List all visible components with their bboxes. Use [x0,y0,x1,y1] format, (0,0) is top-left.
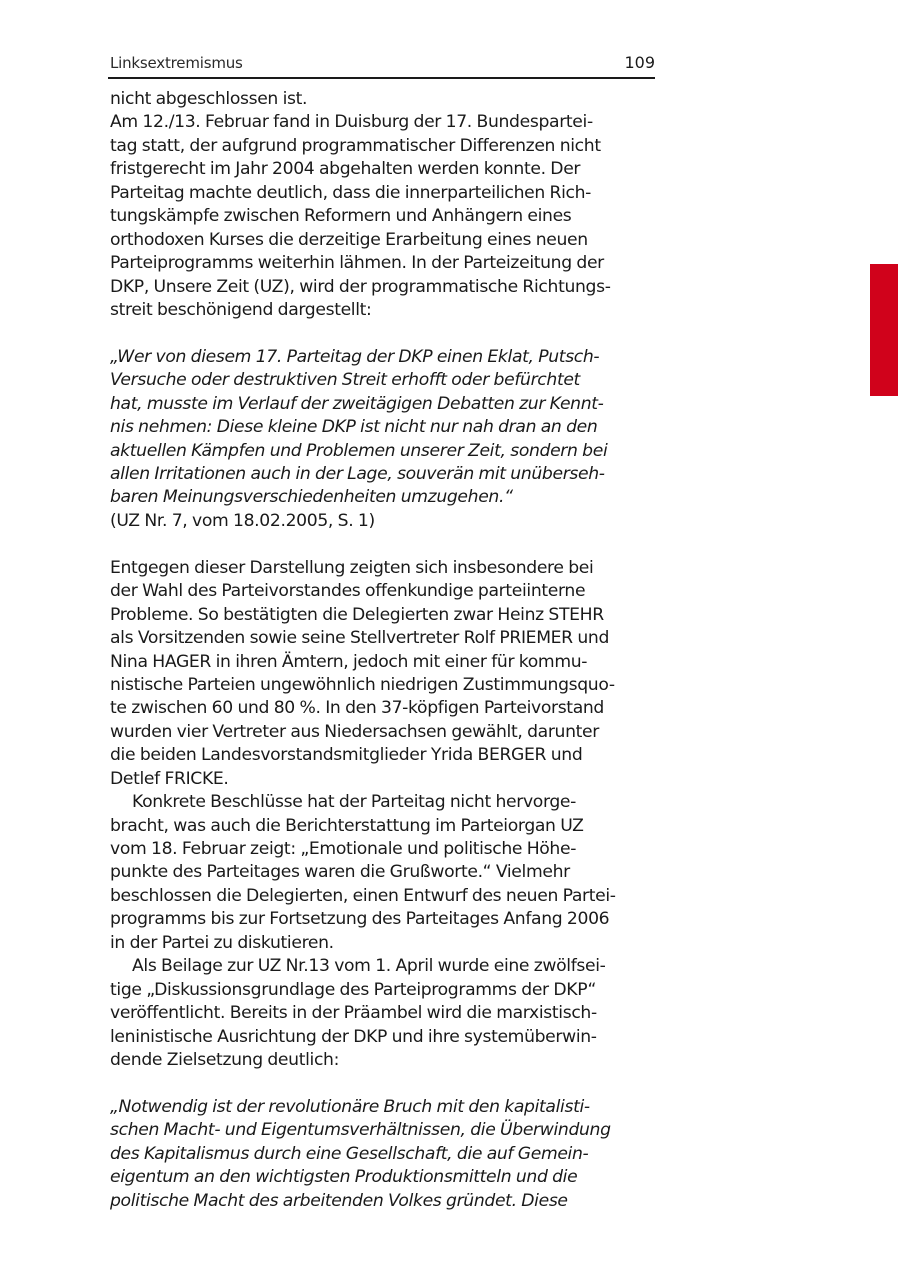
text-line: Als Beilage zur UZ Nr.13 vom 1. April wurde eine zwölfsei- [132,956,606,977]
running-head: Linksextremismus [110,54,243,72]
text-line: als Vorsitzenden sowie seine Stellvertreter Rolf PRIEMER und [110,628,610,649]
block-quote-preamble [110,1096,670,1213]
text-line: Entgegen dieser Darstellung zeigten sich insbesondere bei [110,557,594,578]
quote-line: „Wer von diesem 17. Parteitag der DKP einen Eklat, Putsch- [110,346,600,367]
quote-source: (UZ Nr. 7, vom 18.02.2005, S. 1) [110,510,375,531]
quote-line: politische Macht des arbeitenden Volkes gründet. Diese [110,1190,568,1211]
chapter-thumb-tab [870,264,898,396]
quote-line: Versuche oder destruktiven Streit erhofft oder befürchtet [110,370,580,391]
text-line: leninistische Ausrichtung der DKP und ihre systemüberwin- [110,1026,597,1047]
text-line: Nina HAGER in ihren Ämtern, jedoch mit einer für kommu- [110,651,588,672]
text-line: wurden vier Vertreter aus Niedersachsen gewählt, darunter [110,721,599,742]
block-quote-uz [110,346,670,534]
text-line: fristgerecht im Jahr 2004 abgehalten werden konnte. Der [110,159,581,180]
text-line: Parteitag machte deutlich, dass die innerparteilichen Rich- [110,182,592,203]
body-text [110,88,670,1213]
text-line: vom 18. Februar zeigt: „Emotionale und politische Höhe- [110,839,577,859]
quote-line: allen Irritationen auch in der Lage, souverän mit unüberseh- [110,464,605,484]
text-line: tige „Diskussionsgrundlage des Parteiprogramms der DKP“ [110,979,597,1000]
quote-line: eigentum an den wichtigsten Produktionsmitteln und die [110,1167,578,1188]
text-line: Probleme. So bestätigten die Delegierten zwar Heinz STEHR [110,604,604,625]
paragraph-continuation [110,88,670,111]
quote-line: aktuellen Kämpfen und Problemen unserer Zeit, sondern bei [110,440,608,461]
quote-line: schen Macht- und Eigentumsverhältnissen, die Überwindung [110,1120,611,1141]
text-line: nistische Parteien ungewöhnlich niedrigen Zustimmungsquo- [110,674,615,695]
page-number: 109 [624,53,655,72]
paragraph-program-draft [110,955,670,1072]
quote-line: baren Meinungsverschiedenheiten umzugehen.“ [110,487,513,508]
text-line: der Wahl des Parteivorstandes offenkundige parteiinterne [110,581,586,602]
text-line: beschlossen die Delegierten, einen Entwurf des neuen Partei- [110,885,616,906]
text-line: programms bis zur Fortsetzung des Parteitages Anfang 2006 [110,909,610,930]
paragraph-board-election [110,557,670,791]
text-line: bracht, was auch die Berichterstattung im Parteiorgan UZ [110,815,584,836]
paragraph-resolutions [110,791,670,955]
paragraph-spacer [110,1072,670,1095]
paragraph-party-congress [110,111,670,322]
text-line: orthodoxen Kurses die derzeitige Erarbeitung eines neuen [110,229,588,250]
paragraph-spacer [110,533,670,556]
quote-line: hat, musste im Verlauf der zweitägigen Debatten zur Kennt- [110,393,604,414]
text-line: te zwischen 60 und 80 %. In den 37-köpfigen Parteivorstand [110,698,604,719]
text-line: die beiden Landesvorstandsmitglieder Yrida BERGER und [110,745,583,766]
text-line: Parteiprogramms weiterhin lähmen. In der Parteizeitung der [110,253,604,274]
text-line: in der Partei zu diskutieren. [110,932,334,953]
quote-line: nis nehmen: Diese kleine DKP ist nicht nur nah dran an den [110,417,598,438]
text-line: veröffentlicht. Bereits in der Präambel wird die marxistisch- [110,1003,597,1024]
text-line: tungskämpfe zwischen Reformern und Anhängern eines [110,206,572,227]
text-line: Konkrete Beschlüsse hat der Parteitag nicht hervorge- [132,792,576,813]
text-line: DKP, Unsere Zeit (UZ), wird der programmatische Richtungs- [110,276,611,297]
text-line: punkte des Parteitages waren die Grußworte.“ Vielmehr [110,862,570,883]
text-line: Detlef FRICKE. [110,768,229,789]
text-line: dende Zielsetzung deutlich: [110,1049,340,1070]
text-line: streit beschönigend dargestellt: [110,299,372,320]
paragraph-spacer [110,322,670,345]
text-line: nicht abgeschlossen ist. [110,89,308,109]
text-line: Am 12./13. Februar fand in Duisburg der 17. Bundespartei- [110,112,593,133]
page-header [108,52,655,79]
quote-line: „Notwendig ist der revolutionäre Bruch mit den kapitalisti- [110,1096,590,1117]
text-line: tag statt, der aufgrund programmatischer Differenzen nicht [110,135,601,156]
quote-line: des Kapitalismus durch eine Gesellschaft, die auf Gemein- [110,1143,589,1164]
